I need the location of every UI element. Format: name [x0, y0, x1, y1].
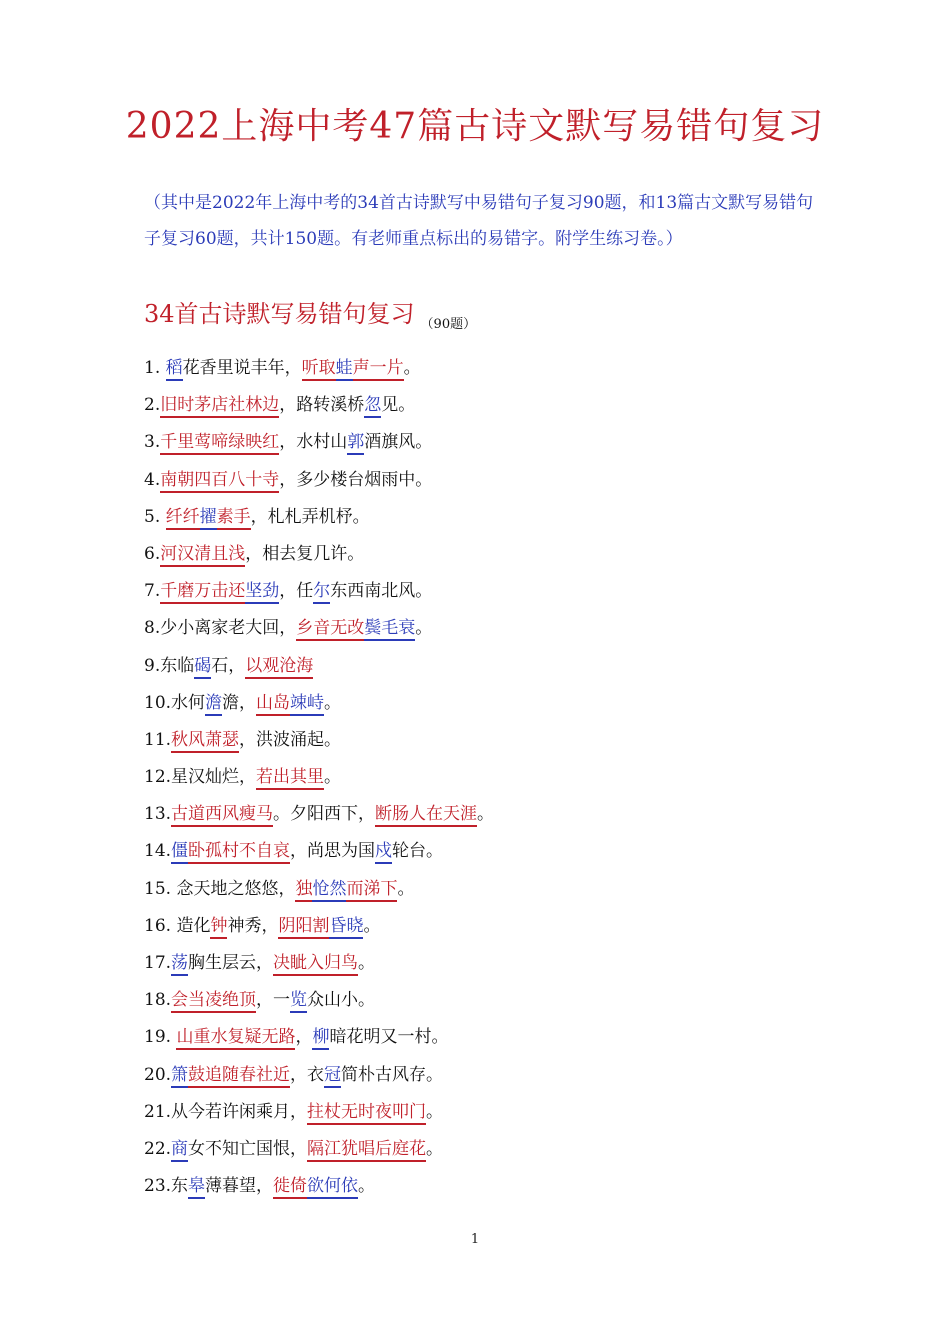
error-prone-mark: 素手: [217, 507, 251, 530]
error-prone-mark: 僵: [171, 841, 188, 864]
error-prone-mark: 山重水复疑无路: [176, 1027, 295, 1050]
section-title: 34首古诗默写易错句复习: [144, 300, 415, 328]
poem-line: 22.商女不知亡国恨，隔江犹唱后庭花。: [144, 1133, 844, 1170]
error-prone-mark: 商: [171, 1139, 188, 1162]
error-prone-mark: 澹: [205, 693, 222, 716]
error-prone-mark: 以观沧海: [245, 656, 313, 679]
poem-line: 15. 念天地之悠悠，独怆然而涕下。: [144, 873, 844, 910]
error-prone-mark: 览: [290, 990, 307, 1013]
error-prone-mark: 郭: [347, 432, 364, 455]
poem-line-list: [144, 352, 844, 1207]
error-prone-mark: 断肠人在天涯: [375, 804, 477, 827]
error-prone-mark: 旧时茅: [160, 395, 211, 418]
error-prone-mark: 擢: [200, 507, 217, 530]
poem-line: 23.东皋薄暮望，徙倚欲何依。: [144, 1170, 844, 1207]
poem-line: 13.古道西风瘦马。夕阳西下，断肠人在天涯。: [144, 798, 844, 835]
poem-line: 6.河汉清且浅，相去复几许。: [144, 538, 844, 575]
error-prone-mark: 听取: [302, 358, 336, 381]
poem-line: 9.东临碣石，以观沧海: [144, 650, 844, 687]
error-prone-mark: 卧孤村不自哀: [188, 841, 290, 864]
error-prone-mark: 竦峙: [290, 693, 324, 716]
error-prone-mark: 尔: [313, 581, 330, 604]
error-prone-mark: 皋: [188, 1176, 205, 1199]
poem-line: 4.南朝四百八十寺，多少楼台烟雨中。: [144, 464, 844, 501]
error-prone-mark: 隔江犹唱后庭花: [307, 1139, 426, 1162]
poem-line: 5. 纤纤擢素手，札札弄机杼。: [144, 501, 844, 538]
error-prone-mark: 南朝四百八十寺: [160, 470, 279, 493]
error-prone-mark: 拄杖无时夜叩门: [307, 1102, 426, 1125]
error-prone-mark: 柳: [312, 1027, 329, 1050]
error-prone-mark: 店社林边: [211, 395, 279, 418]
error-prone-mark: 忽: [364, 395, 381, 418]
error-prone-mark: 千里莺啼绿映红: [160, 432, 279, 455]
poem-line: 21.从今若许闲乘月，拄杖无时夜叩门。: [144, 1096, 844, 1133]
error-prone-mark: 山岛: [256, 693, 290, 716]
error-prone-mark: 千磨万击还: [160, 581, 245, 604]
error-prone-mark: 河汉清且浅: [160, 544, 245, 567]
error-prone-mark: 碣: [194, 656, 211, 679]
poem-line: 19. 山重水复疑无路，柳暗花明又一村。: [144, 1021, 844, 1058]
error-prone-mark: 古道西风: [171, 804, 239, 827]
poem-line: 16. 造化钟神秀，阴阳割昏晓。: [144, 910, 844, 947]
error-prone-mark: 箫: [171, 1065, 188, 1088]
error-prone-mark: 独: [295, 879, 312, 902]
error-prone-mark: 乡音无改: [296, 618, 364, 641]
error-prone-mark: 徙倚: [273, 1176, 307, 1199]
error-prone-mark: 瘦马: [239, 804, 273, 827]
document-title: 2022上海中考47篇古诗文默写易错句复习: [125, 106, 825, 147]
error-prone-mark: 决眦入归鸟: [273, 953, 358, 976]
poem-line: 1. 稻花香里说丰年，听取蛙声一片。: [144, 352, 844, 389]
poem-line: 20.箫鼓追随春社近，衣冠简朴古风存。: [144, 1059, 844, 1096]
page-number: 1: [470, 1232, 480, 1247]
error-prone-mark: 昏晓: [329, 916, 363, 939]
poem-line: 7.千磨万击还坚劲，任尔东西南北风。: [144, 575, 844, 612]
error-prone-mark: 冠: [324, 1065, 341, 1088]
error-prone-mark: 蛙: [336, 358, 353, 381]
error-prone-mark: 声一片: [353, 358, 404, 381]
poem-line: 14.僵卧孤村不自哀，尚思为国戍轮台。: [144, 835, 844, 872]
error-prone-mark: 鬓毛衰: [364, 618, 415, 641]
error-prone-mark: 钟: [210, 916, 227, 939]
error-prone-mark: 阴阳割: [278, 916, 329, 939]
error-prone-mark: 坚劲: [245, 581, 279, 604]
error-prone-mark: 秋风萧瑟: [171, 730, 239, 753]
error-prone-mark: 欲何依: [307, 1176, 358, 1199]
section-heading: [144, 294, 476, 332]
error-prone-mark: 怆然: [312, 879, 346, 902]
error-prone-mark: 戍: [375, 841, 392, 864]
error-prone-mark: 纤纤: [166, 507, 200, 530]
error-prone-mark: 若出其里: [256, 767, 324, 790]
poem-line: 3.千里莺啼绿映红，水村山郭酒旗风。: [144, 426, 844, 463]
poem-line: 18.会当凌绝顶，一览众山小。: [144, 984, 844, 1021]
error-prone-mark: 稻: [166, 358, 183, 381]
poem-line: 17.荡胸生层云，决眦入归鸟。: [144, 947, 844, 984]
poem-line: 11.秋风萧瑟，洪波涌起。: [144, 724, 844, 761]
poem-line: 12.星汉灿烂，若出其里。: [144, 761, 844, 798]
poem-line: 2.旧时茅店社林边，路转溪桥忽见。: [144, 389, 844, 426]
error-prone-mark: 会当凌绝顶: [171, 990, 256, 1013]
poem-line: 8.少小离家老大回，乡音无改鬓毛衰。: [144, 612, 844, 649]
intro-paragraph: （其中是2022年上海中考的34首古诗默写中易错句子复习90题，和13篇古文默写易错句子复习60题，共计150题。有老师重点标出的易错字。附学生练习卷。）: [144, 193, 814, 249]
error-prone-mark: 鼓追随春社近: [188, 1065, 290, 1088]
error-prone-mark: 而涕下: [346, 879, 397, 902]
section-count: （90题）: [420, 317, 477, 332]
error-prone-mark: 荡: [171, 953, 188, 976]
poem-line: 10.水何澹澹，山岛竦峙。: [144, 687, 844, 724]
